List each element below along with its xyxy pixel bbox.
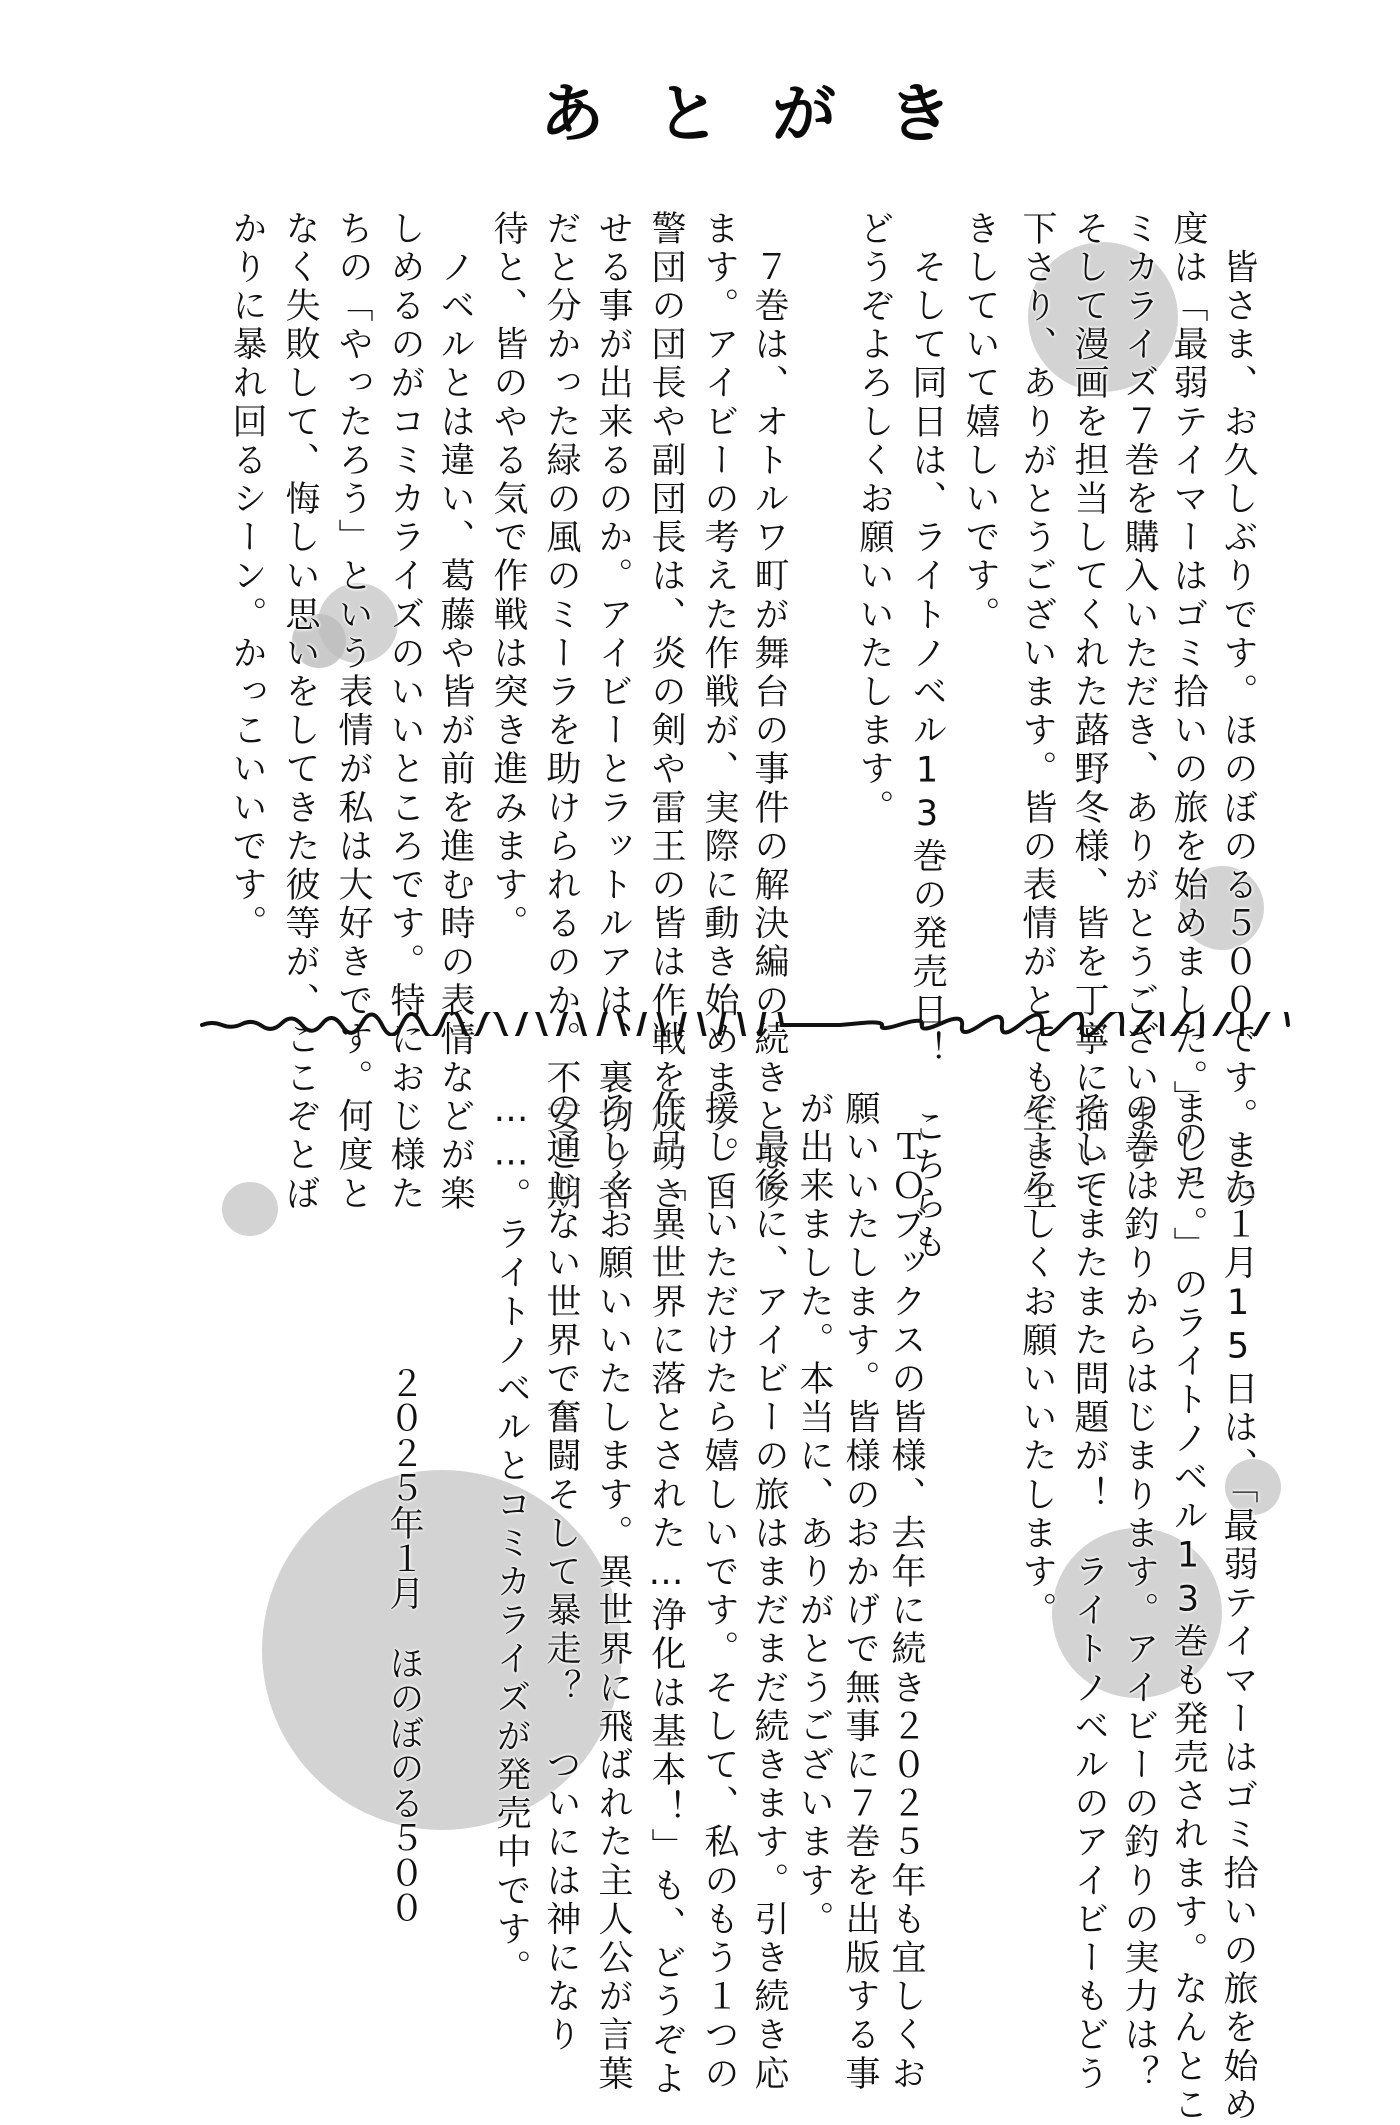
text-column: また１月15日は、「最弱テイマーはゴミ拾いの旅を始め: [1218, 1090, 1258, 2125]
text-column: ミカライズ７巻を購入いただき、ありがとうございます。: [1119, 210, 1159, 1214]
text-column: 願いいたします。皆様のおかげで無事に７巻を出版する事: [840, 1090, 880, 2094]
signature-date: ２０２５年１月 ほのぼのる５００: [384, 1365, 424, 1925]
text-column: 警団の団長や副団長は、炎の剣や雷王の皆は作戦を成功さ: [646, 210, 686, 1214]
text-column: 作品「異世界に落とされた…浄化は基本！」も、どうぞよ: [646, 1090, 686, 2099]
text-column: きしていて嬉しいです。: [960, 210, 1000, 635]
text-column: ました。」のライトノベル13巻も発売されます。なんとこ: [1168, 1090, 1208, 2125]
decorative-circle-small-left: [222, 1182, 278, 1236]
text-column: なく失敗して、悔しい思いをしてきた彼等が、ここぞとば: [280, 210, 320, 1214]
text-column: そして漫画を担当してくれた蕗野冬様、皆を丁寧に描いて: [1069, 210, 1109, 1214]
text-column: 援していただけたら嬉しいです。そして、私のもう１つの: [699, 1090, 739, 2094]
text-column: だと分かった緑の風のミーラを助けられるのか。不安と期: [541, 210, 581, 1214]
text-column: ＴＯブックスの皆様、去年に続き２０２５年も宜しくお: [886, 1090, 926, 2094]
text-column: 下さり、ありがとうございます。皆の表情がとても生き生: [1017, 210, 1057, 1214]
text-column: 待と、皆のやる気で作戦は突き進みます。: [488, 210, 528, 944]
text-column: 度は「最弱テイマーはゴミ拾いの旅を始めました。」のコ: [1168, 210, 1208, 1197]
text-column: の通じない世界で奮闘そして暴走？ ついには神になり: [541, 1090, 581, 2055]
text-column: ます。アイビーの考えた作戦が、実際に動き始めます。自: [699, 210, 739, 1214]
text-column: ……。ライトノベルとコミカライズが発売中です。: [491, 1090, 531, 1988]
text-column: ちの「やったろう」という表情が私は大好きです。何度と: [333, 210, 373, 1214]
text-column: が出来ました。本当に、ありがとうございます。: [794, 1090, 834, 1940]
text-column: しめるのがコミカライズのいいところです。特におじ様た: [385, 210, 425, 1214]
text-column: ぞよろしくお願いいたします。: [1017, 1090, 1057, 1631]
wavy-divider: [200, 1012, 1290, 1036]
text-column: かりに暴れ回るシーン。かっこいいです。: [227, 210, 267, 944]
page-title: あとがき: [540, 78, 1004, 152]
text-column: 皆さま、お久しぶりです。ほのぼのる５００です。この: [1218, 210, 1258, 1214]
text-column: ７巻は、オトルワ町が舞台の事件の解決編の続きとなり: [749, 210, 789, 1214]
text-column: ろしくお願いいたします。異世界に飛ばれた主人公が言葉: [593, 1090, 633, 2094]
text-column: の巻は釣りからはじまります。アイビーの釣りの実力は？: [1119, 1090, 1159, 2094]
text-column: どうぞよろしくお願いいたします。: [854, 210, 894, 828]
text-column: ノベルとは違い、葛藤や皆が前を進む時の表情などが楽: [435, 210, 475, 1214]
text-column: そして同日は、ライトノベル13巻の発売日！ こちらも: [907, 210, 947, 1263]
text-column: そしてまたまた問題が！ ライトノベルのアイビーもどう: [1069, 1090, 1109, 2094]
text-column: 最後に、アイビーの旅はまだまだ続きます。引き続き応: [749, 1090, 789, 2094]
text-column: せる事が出来るのか。アイビーとラットルアは、裏切り者: [593, 210, 633, 1214]
